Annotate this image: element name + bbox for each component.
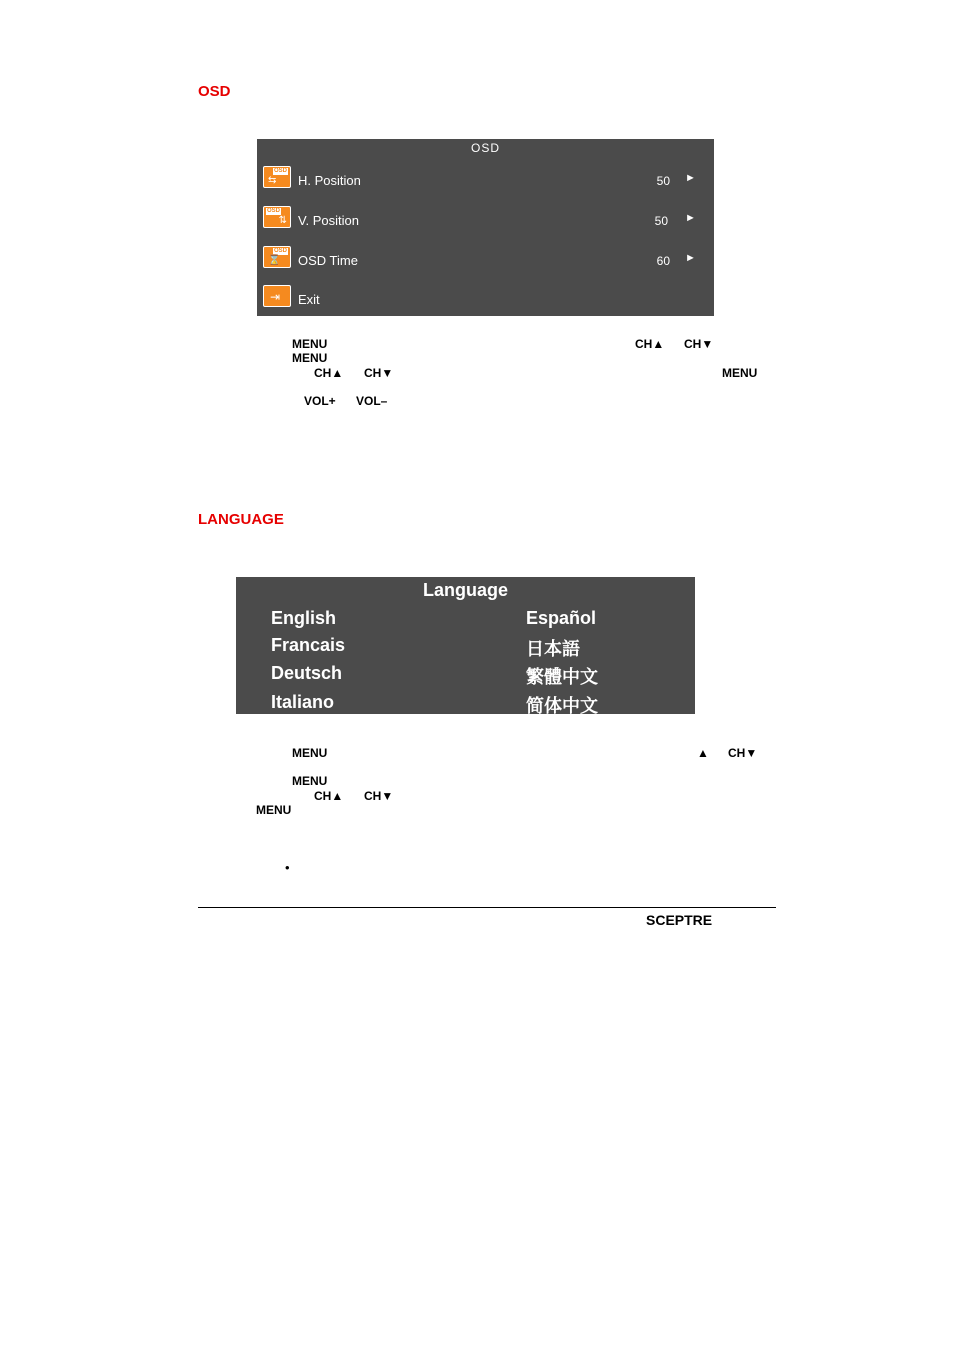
- up-key-label: ▲: [697, 746, 709, 760]
- ch-up-key-label: CH▲: [314, 789, 344, 803]
- osd-item-value: 50: [656, 174, 670, 188]
- language-option-italiano[interactable]: Italiano: [271, 692, 335, 712]
- menu-key-label: MENU: [292, 351, 328, 365]
- language-option-japanese[interactable]: 日本語: [526, 639, 580, 659]
- osd-item-h-position[interactable]: [257, 166, 714, 192]
- footer-brand: SCEPTRE: [646, 912, 713, 928]
- bullet-point: •: [285, 860, 290, 875]
- osd-item-value: 50: [654, 214, 668, 228]
- osd-section-heading: OSD: [198, 83, 231, 100]
- osd-item-label: OSD Time: [298, 253, 358, 268]
- ch-down-key-label: CH▼: [364, 789, 394, 803]
- menu-key-label: MENU: [292, 774, 328, 788]
- ch-down-key-label: CH▼: [728, 746, 758, 760]
- language-option-english[interactable]: English: [271, 608, 337, 628]
- menu-key-label: MENU: [256, 803, 292, 817]
- language-option-espanol[interactable]: Español: [526, 608, 597, 628]
- language-menu-title: Language: [422, 580, 508, 600]
- vol-plus-key-label: VOL+: [304, 394, 336, 408]
- osd-item-label: Exit: [298, 292, 320, 307]
- language-option-deutsch[interactable]: Deutsch: [271, 663, 343, 683]
- right-arrow-icon[interactable]: ►: [685, 172, 696, 184]
- osd-item-label: H. Position: [298, 173, 361, 188]
- right-arrow-icon[interactable]: ►: [685, 252, 696, 264]
- language-option-traditional-chinese[interactable]: 繁體中文: [526, 667, 598, 687]
- language-option-simplified-chinese[interactable]: 简体中文: [526, 696, 598, 716]
- vol-minus-key-label: VOL–: [356, 394, 388, 408]
- menu-key-label: MENU: [722, 366, 758, 380]
- osd-time-icon: OSD ⌛: [263, 246, 291, 268]
- menu-key-label: MENU: [292, 746, 328, 760]
- osd-item-osd-time[interactable]: [257, 246, 714, 272]
- v-position-icon: OSD ⇅: [263, 206, 291, 228]
- right-arrow-icon[interactable]: ►: [685, 212, 696, 224]
- osd-item-v-position[interactable]: [257, 206, 714, 232]
- osd-item-label: V. Position: [298, 213, 359, 228]
- ch-up-key-label: CH▲: [314, 366, 344, 380]
- osd-menu-title: OSD: [470, 141, 500, 155]
- language-section-heading: LANGUAGE: [198, 511, 284, 528]
- h-position-icon: OSD ⇆: [263, 166, 291, 188]
- language-option-francais[interactable]: Francais: [271, 635, 346, 655]
- ch-down-key-label: CH▼: [684, 337, 714, 351]
- language-menu-panel: [236, 577, 695, 714]
- ch-up-key-label: CH▲: [635, 337, 665, 351]
- ch-down-key-label: CH▼: [364, 366, 394, 380]
- exit-icon: ⇥: [263, 285, 291, 307]
- menu-key-label: MENU: [292, 337, 328, 351]
- osd-item-exit[interactable]: [257, 285, 714, 311]
- osd-item-value: 60: [656, 254, 670, 268]
- footer-divider: [198, 907, 776, 908]
- osd-menu-panel: [257, 139, 714, 316]
